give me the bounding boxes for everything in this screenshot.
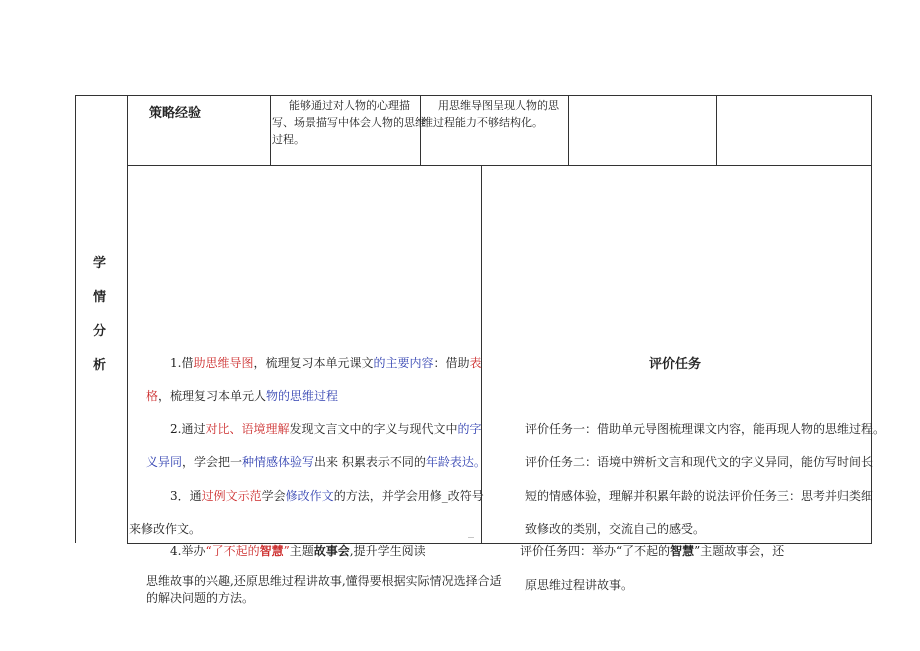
learning-item1-line1 bbox=[170, 354, 482, 372]
text-run: ,提升学生阅读 bbox=[349, 544, 426, 558]
text-run: ”主题故事会，还 bbox=[694, 544, 785, 558]
text-run: 物的思维过程 bbox=[266, 389, 339, 403]
text-run: 故事会 bbox=[313, 544, 350, 558]
strategy-cell1-line3: 过程。 bbox=[272, 133, 305, 146]
learning-item2-line2 bbox=[146, 453, 486, 471]
strategy-cell2-line2: 维过程能力不够结构化。 bbox=[422, 116, 543, 129]
text-run: 主题 bbox=[289, 544, 314, 558]
text-run: 的主要内容 bbox=[373, 356, 434, 370]
text-run: ，梳理复习本单元人 bbox=[158, 389, 267, 403]
learning-item3-line2: 来修改作文。 bbox=[129, 522, 202, 536]
side-label-char-1: 学 bbox=[93, 256, 107, 271]
text-run: 智慧 bbox=[670, 544, 695, 558]
text-run: 发现文言文中的字义与现代文中 bbox=[289, 422, 458, 436]
evaluation-task4-line1 bbox=[520, 542, 784, 560]
learning-item4-line1 bbox=[170, 542, 426, 560]
text-run: ，梳理复习本单元课文 bbox=[253, 356, 374, 370]
text-run: 4.举办 bbox=[170, 544, 206, 558]
learning-item2-line1 bbox=[170, 420, 482, 438]
learning-item4-line2: 思维故事的兴趣,还原思维过程讲故事,懂得要根据实际情况选择合适 bbox=[146, 574, 502, 588]
strategy-divider-3 bbox=[568, 95, 569, 165]
evaluation-task1: 评价任务一：借助单元导图梳理课文内容，能再现人物的思维过程。 bbox=[525, 422, 886, 436]
text-run: 过例文示范 bbox=[201, 489, 262, 503]
strategy-cell2-line1: 用思维导图呈现人物的思 bbox=[438, 99, 559, 112]
text-run: 格 bbox=[146, 389, 159, 403]
strategy-divider-4 bbox=[716, 95, 717, 165]
evaluation-heading: 评价任务 bbox=[649, 357, 702, 372]
text-run: 年龄表达。 bbox=[425, 455, 486, 469]
text-run: 义异同 bbox=[146, 455, 183, 469]
learning-item3-line1 bbox=[170, 487, 484, 505]
text-run: 出来 积累表示不同的 bbox=[314, 455, 426, 469]
strategy-row-bottom-border bbox=[127, 165, 872, 166]
strategy-divider-1 bbox=[270, 95, 271, 165]
text-run: 表 bbox=[469, 356, 482, 370]
strategy-heading: 策略经验 bbox=[149, 106, 202, 121]
text-run: ：借助 bbox=[433, 356, 470, 370]
evaluation-task2-line2: 短的情感体验，理解并积累年龄的说法评价任务三：思考并归类细 bbox=[525, 489, 874, 503]
text-run: 评价任务四：举办“了不起的 bbox=[520, 544, 671, 558]
text-run: 对比、语境理解 bbox=[205, 422, 290, 436]
learning-item1-line2 bbox=[146, 387, 338, 405]
text-run: 1.借 bbox=[170, 356, 194, 370]
table-top-border bbox=[75, 95, 872, 96]
side-label-char-4: 析 bbox=[93, 358, 107, 373]
text-run: 种情感体验写 bbox=[242, 455, 315, 469]
table-right-border bbox=[871, 95, 872, 543]
text-run: ” bbox=[283, 544, 290, 558]
text-run: 助思维导图 bbox=[193, 356, 254, 370]
strategy-cell1-line1: 能够通过对人物的心理描 bbox=[289, 99, 410, 112]
evaluation-task4-line2: 原思维过程讲故事。 bbox=[525, 578, 634, 592]
text-run: 2.通过 bbox=[170, 422, 206, 436]
side-label-divider bbox=[127, 95, 128, 543]
learning-item3-underscore: _ bbox=[468, 524, 474, 538]
strategy-cell1-line2: 写、场景描写中体会人物的思维 bbox=[272, 116, 426, 129]
text-run: “了不起的 bbox=[205, 544, 260, 558]
evaluation-task2-line3: 致修改的类别，交流自己的感受。 bbox=[525, 522, 706, 536]
evaluation-task2-line1: 评价任务二：语境中辨析文言和现代文的字义异同，能仿写时间长 bbox=[525, 455, 874, 469]
learning-item4-line3: 的解决问题的方法。 bbox=[146, 591, 255, 605]
text-run: 学会 bbox=[261, 489, 286, 503]
table-left-border bbox=[75, 95, 76, 543]
text-run: 的方法，并学会用修_改符号 bbox=[333, 489, 484, 503]
text-run: 的字 bbox=[457, 422, 482, 436]
side-label-char-2: 情 bbox=[93, 290, 107, 305]
text-run: 修改作文 bbox=[285, 489, 334, 503]
text-run: 3．通 bbox=[170, 489, 202, 503]
side-label-char-3: 分 bbox=[93, 324, 107, 339]
text-run: ，学会把一 bbox=[182, 455, 243, 469]
text-run: 智慧 bbox=[259, 544, 284, 558]
